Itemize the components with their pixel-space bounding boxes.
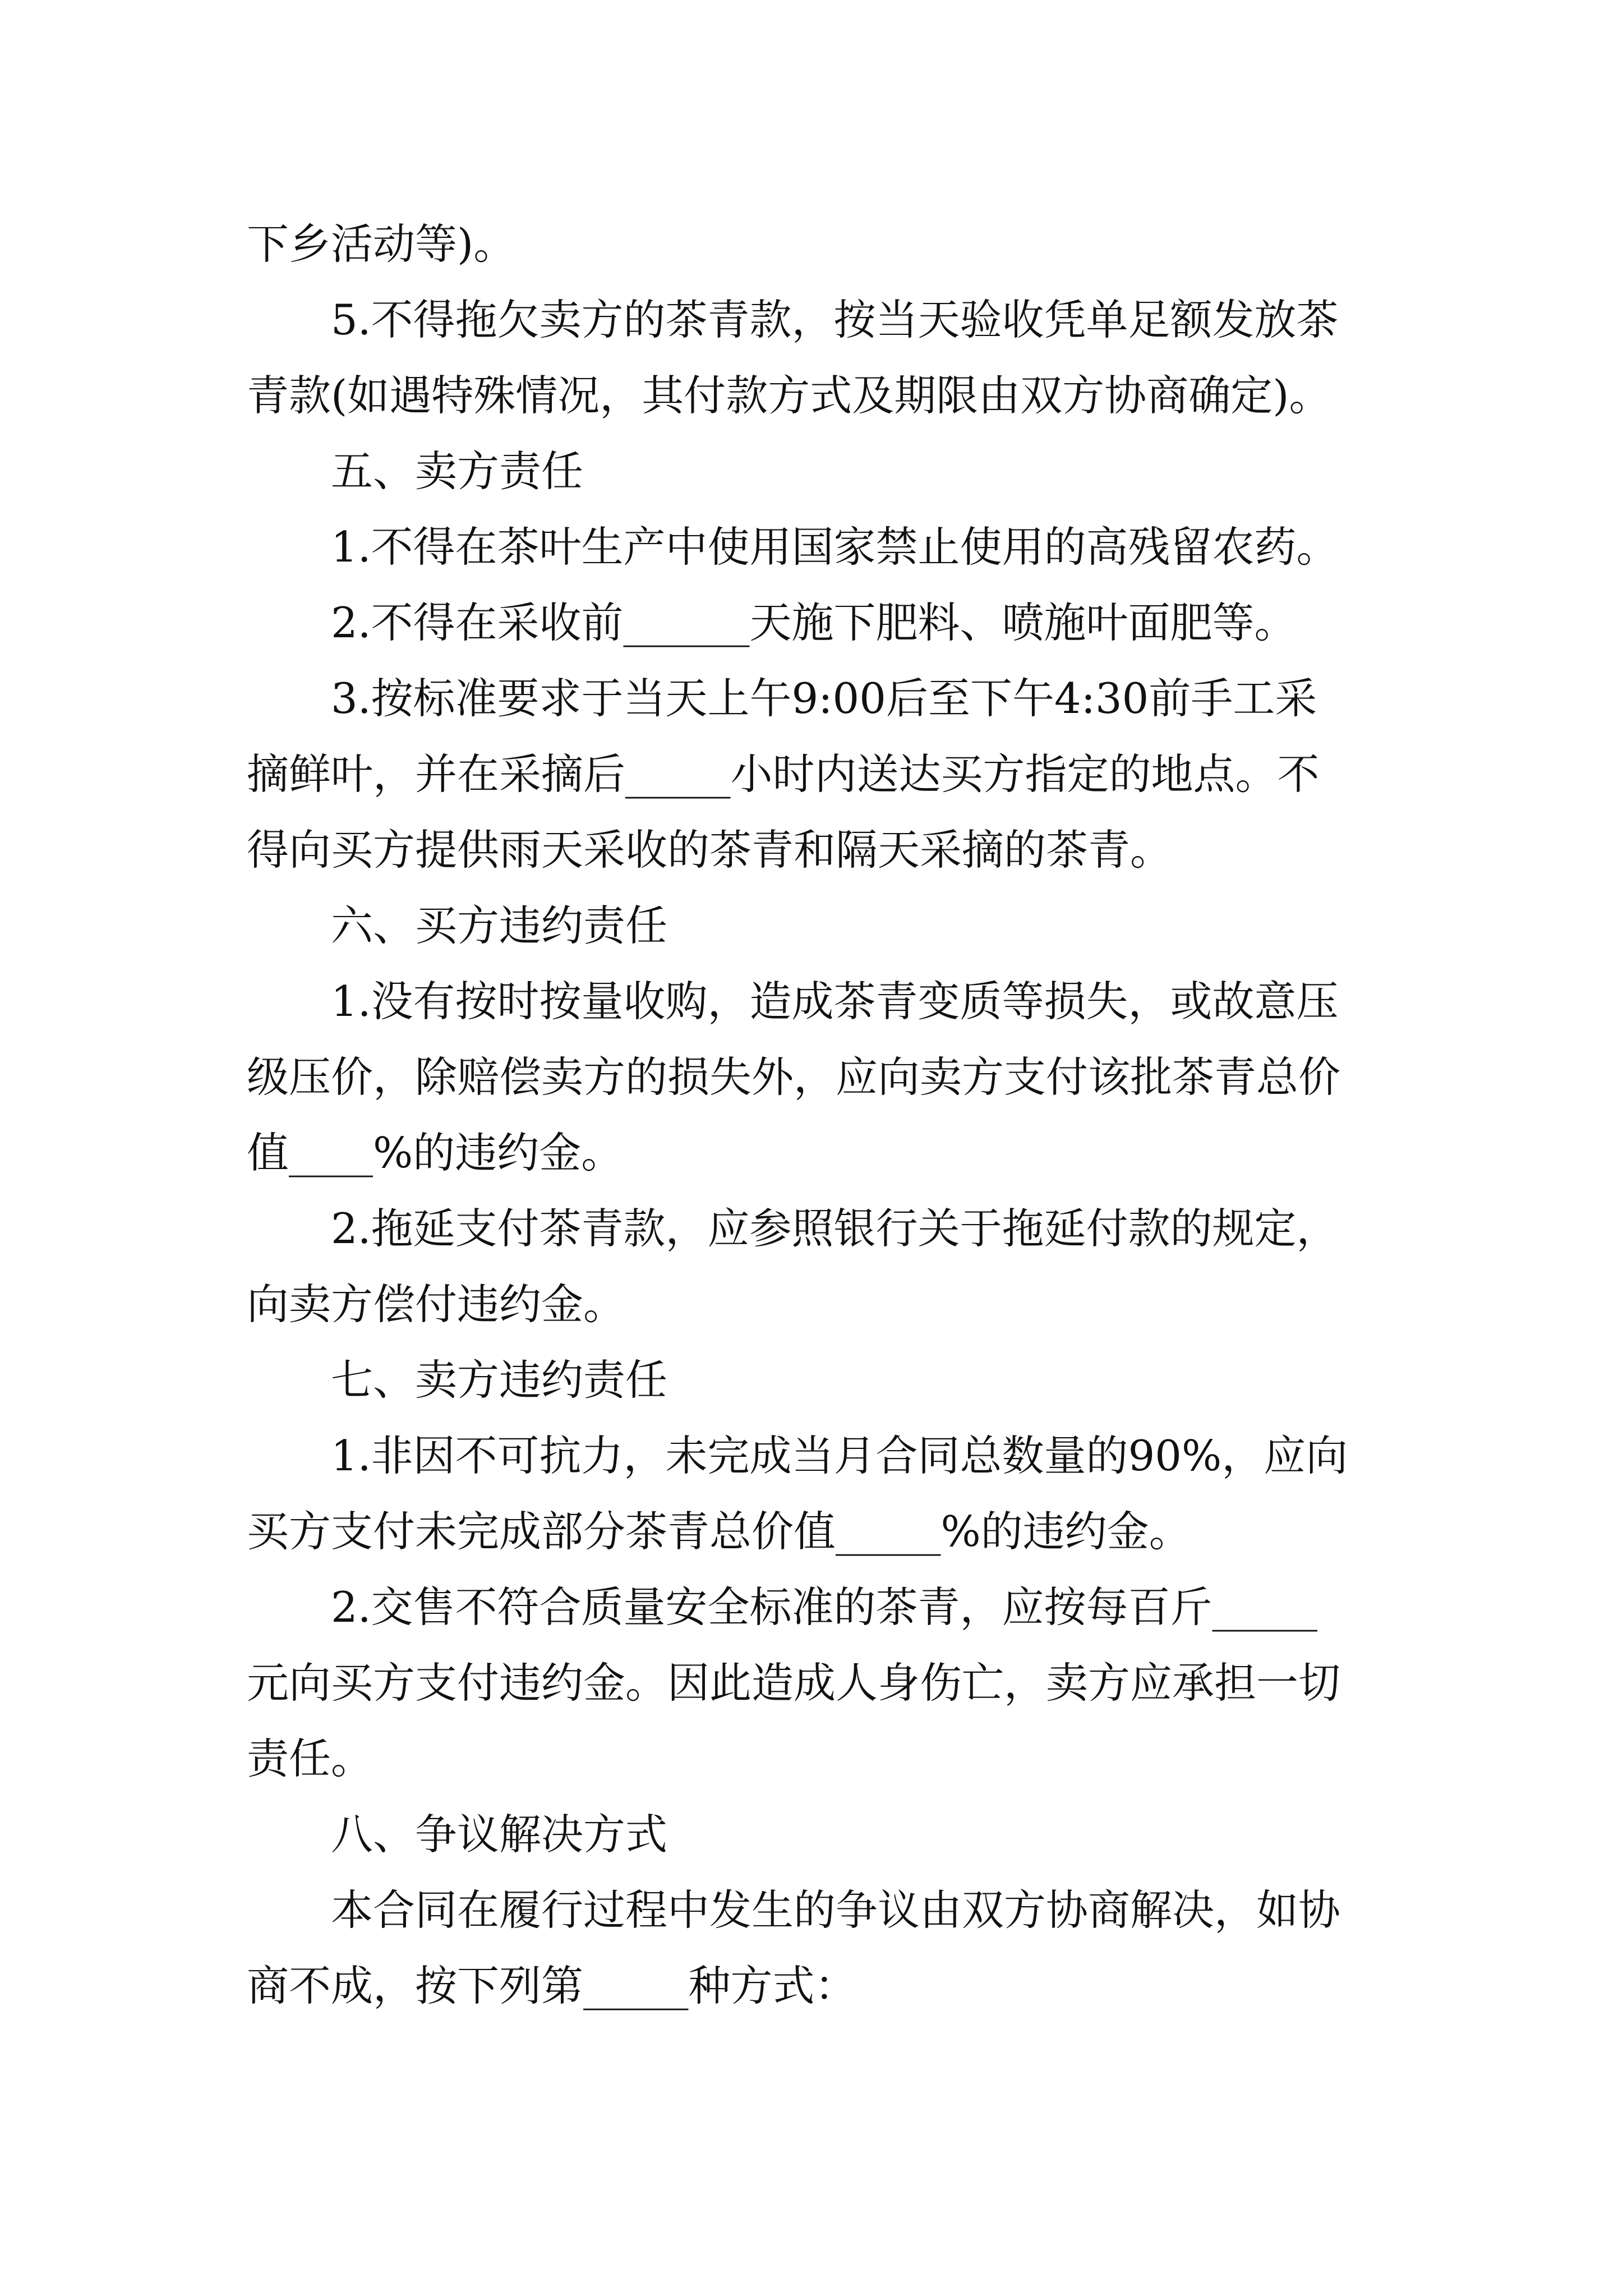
clause-line: 2.交售不符合质量安全标准的茶青，应按每百斤_____: [331, 1582, 1318, 1632]
clause-line: 2.拖延支付茶青款，应参照银行关于拖延付款的规定，: [331, 1204, 1339, 1253]
paragraph-line: 级压价，除赔偿卖方的损失外，应向卖方支付该批茶青总价: [247, 1052, 1341, 1102]
section-heading: 六、买方违约责任: [331, 901, 668, 950]
clause-line: 1.不得在茶叶生产中使用国家禁止使用的高残留农药。: [331, 522, 1339, 572]
paragraph-line: 责任。: [247, 1734, 374, 1783]
paragraph-line: 向卖方偿付违约金。: [247, 1280, 626, 1329]
paragraph-line: 买方支付未完成部分茶青总价值_____%的违约金。: [247, 1507, 1191, 1556]
paragraph-line: 商不成，按下列第_____种方式：: [247, 1961, 857, 2010]
paragraph-line: 摘鲜叶，并在采摘后_____小时内送达买方指定的地点。不: [247, 749, 1320, 799]
clause-line: 1.没有按时按量收购，造成茶青变质等损失，或故意压: [331, 977, 1339, 1026]
paragraph-line: 元向买方支付违约金。因此造成人身伤亡，卖方应承担一切: [247, 1658, 1341, 1708]
paragraph-line: 得向买方提供雨天采收的茶青和隔天采摘的茶青。: [247, 825, 1173, 875]
paragraph-line: 下乡活动等)。: [247, 219, 516, 269]
clause-line: 2.不得在采收前______天施下肥料、喷施叶面肥等。: [331, 598, 1297, 647]
clause-line: 本合同在履行过程中发生的争议由双方协商解决，如协: [331, 1885, 1341, 1935]
section-heading: 五、卖方责任: [331, 447, 584, 496]
section-heading: 八、争议解决方式: [331, 1810, 668, 1859]
paragraph-line: 青款(如遇特殊情况，其付款方式及期限由双方协商确定)。: [247, 371, 1331, 420]
clause-line: 3.按标准要求于当天上午9:00后至下午4:30前手工采: [331, 674, 1317, 723]
clause-line: 5.不得拖欠卖方的茶青款，按当天验收凭单足额发放茶: [331, 295, 1339, 344]
paragraph-line: 值____%的违约金。: [247, 1128, 624, 1177]
clause-line: 1.非因不可抗力，未完成当月合同总数量的90%，应向: [331, 1431, 1348, 1480]
section-heading: 七、卖方违约责任: [331, 1355, 668, 1405]
